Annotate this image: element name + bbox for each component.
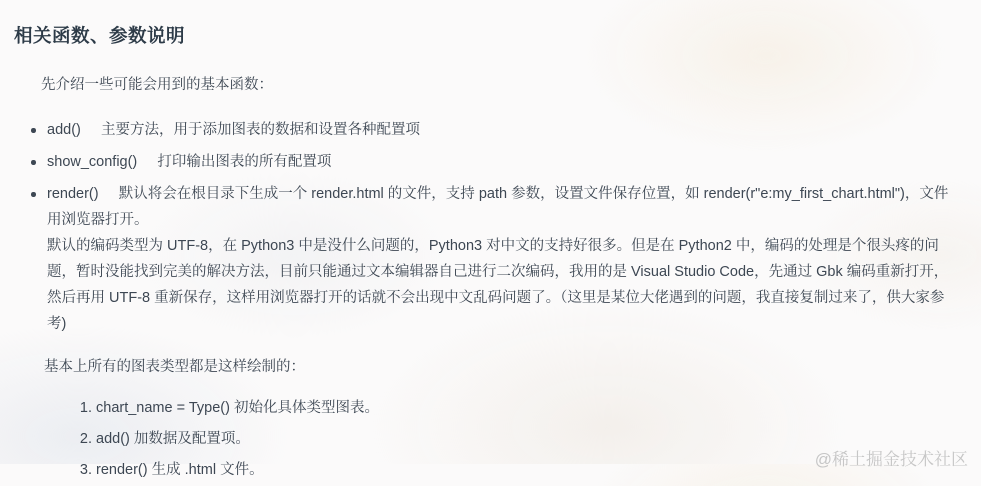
list-item-render — [47, 181, 957, 337]
list-item-text: add() 主要方法，用于添加图表的数据和设置各种配置项 — [47, 122, 420, 138]
steps-intro-paragraph: 基本上所有的图表类型都是这样绘制的： — [44, 359, 305, 375]
article-section — [0, 22, 981, 486]
step-item-text: render() 生成 .html 文件。 — [96, 462, 264, 478]
bullet-icon — [31, 160, 36, 165]
step-item-text: add() 加数据及配置项。 — [96, 431, 250, 447]
steps-numbered-list — [0, 395, 957, 483]
list-item-add — [47, 117, 957, 143]
functions-bullet-list — [0, 117, 957, 337]
list-item-text: show_config() 打印输出图表的所有配置项 — [47, 154, 332, 170]
list-item-note: 默认的编码类型为 UTF-8，在 Python3 中是没什么问题的，Python3 对中文的支持好很多。但是在 Python2 中，编码的处理是个很头疼的问题，暂时没能找到完美的解决方法，目前只能通过文本编辑器自己进行二次编码，我用的是 Visual Studio Code，先通过 Gbk 编码重新打开，然后再用 UTF-8 重新保存，这样用浏览器打开的话就不会出现中文乱码问题了。（这里是某位大佬遇到的问题，我直接复制过来了，供大家参考) — [47, 238, 949, 332]
intro-paragraph: 先介绍一些可能会用到的基本函数： — [41, 77, 273, 93]
community-watermark: @稀土掘金技术社区 — [814, 450, 968, 469]
step-item-text: chart_name = Type() 初始化具体类型图表。 — [96, 400, 379, 416]
bullet-icon — [31, 128, 36, 133]
page-title: 相关函数、参数说明 — [14, 25, 186, 46]
bullet-icon — [31, 192, 36, 197]
step-item — [96, 395, 957, 421]
list-item-show-config — [47, 149, 957, 175]
list-item-text: render() 默认将会在根目录下生成一个 render.html 的文件，支持 path 参数，设置文件保存位置，如 render(r"e:my_first_chart.html")，文件用浏览器打开。 — [47, 186, 949, 228]
